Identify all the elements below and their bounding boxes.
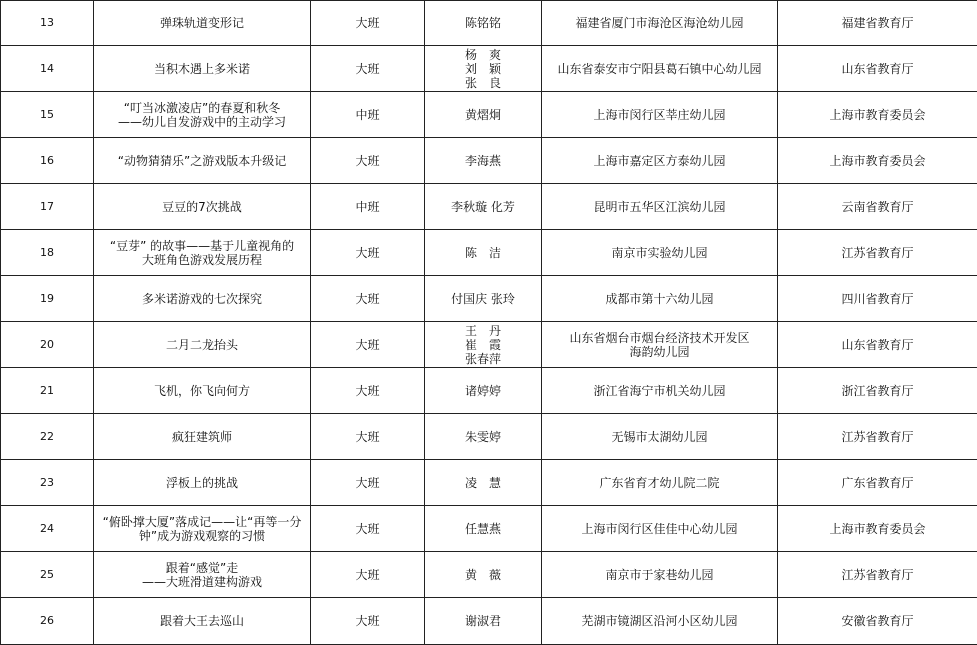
title-cell [94,138,311,184]
title-line: “动物猜猜乐”之游戏版本升级记 [98,154,306,168]
row-number-cell: 19 [1,276,94,322]
title-line: 多米诺游戏的七次探究 [98,292,306,306]
table-row [1,184,977,230]
title-line: 弹珠轨道变形记 [98,16,306,30]
title-line: “豆芽” 的故事——基于儿童视角的 [98,239,306,253]
authors-line: 李秋璇 化芳 [429,200,537,214]
table-row [1,322,977,368]
row-number-cell: 14 [1,46,94,92]
school-cell [542,46,778,92]
row-number-cell: 20 [1,322,94,368]
class-cell: 中班 [311,92,425,138]
authors-cell [425,414,542,460]
school-line: 山东省泰安市宁阳县葛石镇中心幼儿园 [546,62,773,76]
title-cell [94,92,311,138]
class-cell: 大班 [311,1,425,46]
class-cell: 大班 [311,506,425,552]
school-line: 成都市第十六幼儿园 [546,292,773,306]
title-cell [94,368,311,414]
table-row [1,552,977,598]
department-cell: 云南省教育厅 [778,184,977,230]
authors-line: 付国庆 张玲 [429,292,537,306]
department-cell: 江苏省教育厅 [778,552,977,598]
row-number-cell: 13 [1,1,94,46]
authors-line: 崔 霞 [429,338,537,352]
row-number-cell: 16 [1,138,94,184]
authors-line: 任慧燕 [429,522,537,536]
authors-cell [425,368,542,414]
title-line: 当积木遇上多米诺 [98,62,306,76]
authors-cell [425,506,542,552]
class-cell: 大班 [311,276,425,322]
row-number-cell: 15 [1,92,94,138]
authors-line: 张 良 [429,76,537,90]
authors-cell [425,276,542,322]
authors-cell [425,184,542,230]
school-line: 上海市嘉定区方泰幼儿园 [546,154,773,168]
table-row [1,506,977,552]
school-cell [542,138,778,184]
school-line: 广东省育才幼儿院二院 [546,476,773,490]
authors-cell [425,230,542,276]
authors-line: 李海燕 [429,154,537,168]
table-row [1,1,977,46]
title-line: 大班角色游戏发展历程 [98,253,306,267]
title-cell [94,276,311,322]
title-cell [94,322,311,368]
title-cell [94,506,311,552]
authors-line: 谢淑君 [429,614,537,628]
school-line: 福建省厦门市海沧区海沧幼儿园 [546,16,773,30]
class-cell: 大班 [311,322,425,368]
department-cell: 安徽省教育厅 [778,598,977,645]
authors-cell [425,322,542,368]
authors-line: 刘 颖 [429,62,537,76]
row-number-cell: 21 [1,368,94,414]
authors-line: 朱雯婷 [429,430,537,444]
class-cell: 中班 [311,184,425,230]
authors-cell [425,1,542,46]
school-line: 上海市闵行区莘庄幼儿园 [546,108,773,122]
class-cell: 大班 [311,368,425,414]
class-cell: 大班 [311,552,425,598]
table-row [1,276,977,322]
department-cell: 上海市教育委员会 [778,506,977,552]
school-line: 无锡市太湖幼儿园 [546,430,773,444]
school-line: 浙江省海宁市机关幼儿园 [546,384,773,398]
title-cell [94,46,311,92]
school-cell [542,552,778,598]
table-row [1,368,977,414]
authors-cell [425,46,542,92]
school-line: 昆明市五华区江滨幼儿园 [546,200,773,214]
department-cell: 山东省教育厅 [778,322,977,368]
class-cell: 大班 [311,598,425,645]
row-number-cell: 23 [1,460,94,506]
title-cell [94,1,311,46]
table-row [1,138,977,184]
row-number-cell: 17 [1,184,94,230]
title-line: 二月二龙抬头 [98,338,306,352]
department-cell: 江苏省教育厅 [778,230,977,276]
title-line: 疯狂建筑师 [98,430,306,444]
class-cell: 大班 [311,138,425,184]
authors-line: 张春萍 [429,352,537,366]
authors-line: 王 丹 [429,324,537,338]
class-cell: 大班 [311,46,425,92]
department-cell: 浙江省教育厅 [778,368,977,414]
authors-cell [425,460,542,506]
title-line: 跟着大王去巡山 [98,614,306,628]
department-cell: 上海市教育委员会 [778,138,977,184]
authors-line: 陈 洁 [429,246,537,260]
department-cell: 上海市教育委员会 [778,92,977,138]
title-line: “叮当冰激凌店”的春夏和秋冬 [98,101,306,115]
title-cell [94,230,311,276]
title-cell [94,184,311,230]
title-line: 跟着“感觉”走 [98,561,306,575]
school-cell [542,1,778,46]
school-cell [542,92,778,138]
table-row [1,414,977,460]
school-cell [542,460,778,506]
school-cell [542,184,778,230]
school-cell [542,414,778,460]
table-row [1,460,977,506]
title-line: 浮板上的挑战 [98,476,306,490]
authors-line: 杨 爽 [429,48,537,62]
authors-cell [425,138,542,184]
title-cell [94,598,311,645]
class-cell: 大班 [311,230,425,276]
title-cell [94,552,311,598]
school-cell [542,598,778,645]
title-line: ——幼儿自发游戏中的主动学习 [98,115,306,129]
school-cell [542,322,778,368]
authors-cell [425,552,542,598]
department-cell: 广东省教育厅 [778,460,977,506]
row-number-cell: 24 [1,506,94,552]
authors-cell [425,92,542,138]
table-row [1,598,977,645]
school-cell [542,230,778,276]
title-cell [94,414,311,460]
department-cell: 福建省教育厅 [778,1,977,46]
school-line: 南京市实验幼儿园 [546,246,773,260]
authors-line: 黄熠炯 [429,108,537,122]
school-cell [542,276,778,322]
school-cell [542,506,778,552]
authors-cell [425,598,542,645]
department-cell: 山东省教育厅 [778,46,977,92]
title-line: 钟”成为游戏观察的习惯 [98,529,306,543]
row-number-cell: 25 [1,552,94,598]
row-number-cell: 22 [1,414,94,460]
authors-line: 诸婷婷 [429,384,537,398]
school-line: 上海市闵行区佳佳中心幼儿园 [546,522,773,536]
row-number-cell: 26 [1,598,94,645]
class-cell: 大班 [311,460,425,506]
table-body [1,1,977,645]
school-line: 南京市于家巷幼儿园 [546,568,773,582]
department-cell: 四川省教育厅 [778,276,977,322]
title-line: 豆豆的7次挑战 [98,200,306,214]
title-cell [94,460,311,506]
school-line: 山东省烟台市烟台经济技术开发区 [546,331,773,345]
authors-line: 黄 薇 [429,568,537,582]
title-line: 飞机，你飞向何方 [98,384,306,398]
title-line: ——大班滑道建构游戏 [98,575,306,589]
authors-line: 凌 慧 [429,476,537,490]
school-line: 海韵幼儿园 [546,345,773,359]
table-row [1,92,977,138]
class-cell: 大班 [311,414,425,460]
department-cell: 江苏省教育厅 [778,414,977,460]
authors-line: 陈铭铭 [429,16,537,30]
table-row [1,230,977,276]
title-line: “俯卧撑大厦”落成记——让“再等一分 [98,515,306,529]
row-number-cell: 18 [1,230,94,276]
table-row [1,46,977,92]
school-line: 芜湖市镜湖区沿河小区幼儿园 [546,614,773,628]
school-cell [542,368,778,414]
